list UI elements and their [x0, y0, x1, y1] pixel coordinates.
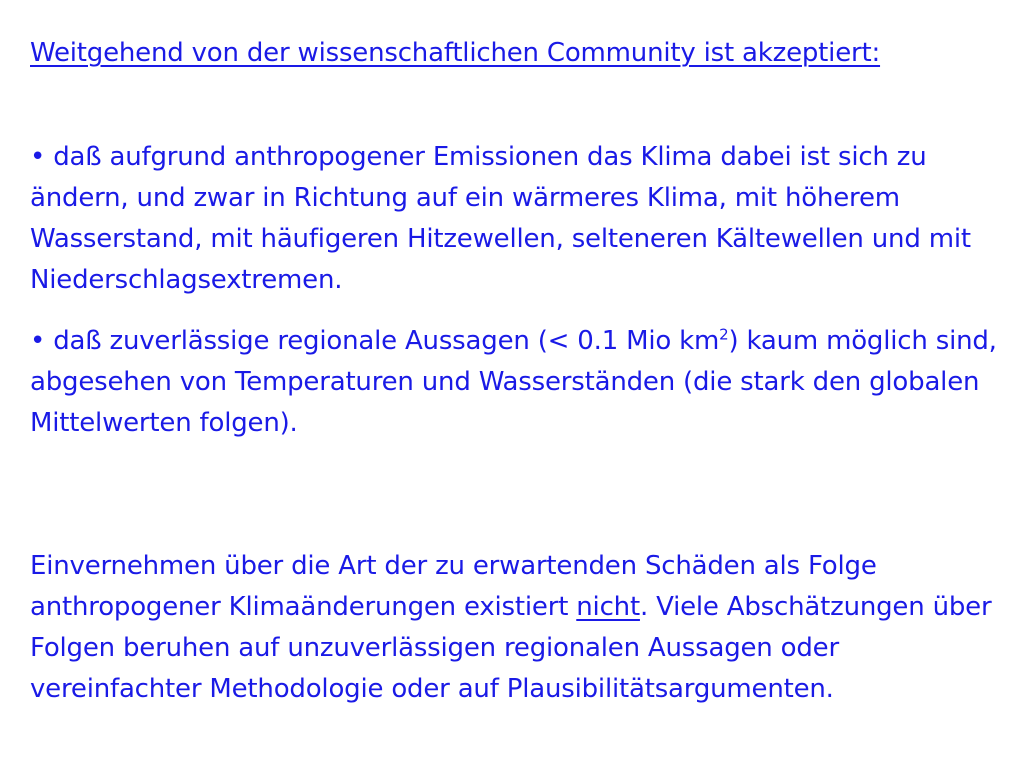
conclusion-text-end: . Viele Abschätzungen über Folgen beruhen auf unzuverlässigen regionalen Aussagen oder vereinfachter Methodologie oder auf Plausibilitätsargumenten.	[30, 592, 992, 704]
emphasis-nicht: nicht	[576, 592, 640, 622]
conclusion-text-start: Einvernehmen über die Art der zu erwartenden Schäden als Folge anthropogener Klimaänderungen existiert	[30, 551, 877, 622]
slide	[30, 0, 1000, 768]
bullet-text-end: ) kaum möglich sind, abgesehen von Temperaturen und Wasserständen (die stark den globalen Mittelwerten folgen).	[30, 326, 997, 438]
bullet-marker: •	[30, 142, 46, 172]
slide-heading: Weitgehend von der wissenschaftlichen Community ist akzeptiert:	[30, 38, 881, 68]
bullet-marker: •	[30, 326, 46, 356]
conclusion-paragraph	[30, 546, 1000, 710]
bullet-text: daß aufgrund anthropogener Emissionen das Klima dabei ist sich zu ändern, und zwar in Richtung auf ein wärmeres Klima, mit höherem Wasserstand, mit häufigeren Hitzewellen, selteneren Kältewellen und mit Niederschlagsextremen.	[30, 142, 971, 295]
bullet-regional-statements	[30, 321, 1000, 444]
bullet-anthropogenic-climate-change	[30, 137, 1000, 301]
bullet-text-start: daß zuverlässige regionale Aussagen (< 0.1 Mio km	[53, 326, 720, 356]
superscript-two: 2	[719, 325, 729, 344]
